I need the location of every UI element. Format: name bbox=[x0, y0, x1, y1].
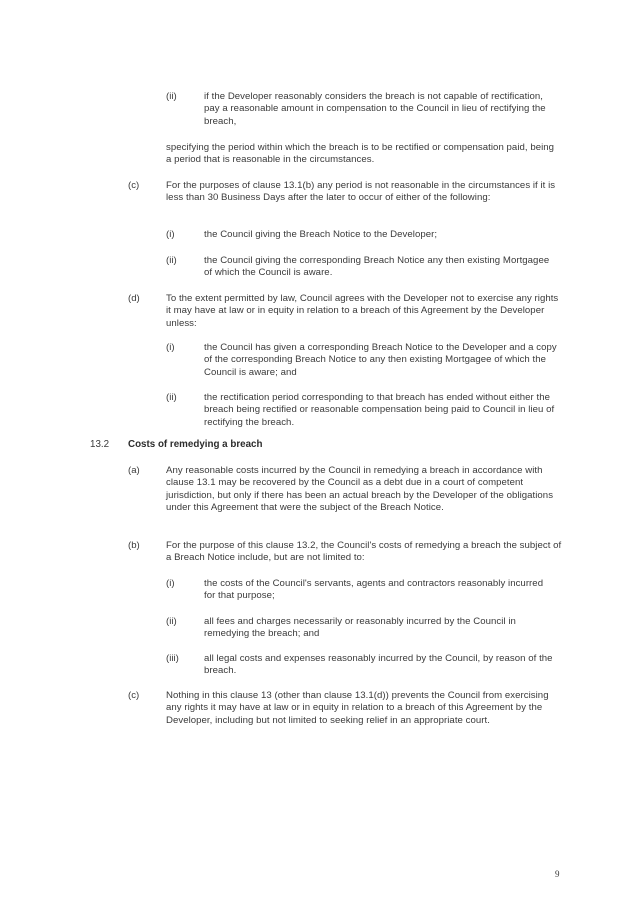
item-label: (i) bbox=[166, 342, 175, 353]
clause-text: For the purposes of clause 13.1(b) any period is not reasonable in the circumstances if it is less than 30 Business Days after the later to occur of either of the following: bbox=[166, 180, 556, 204]
clause-text: For the purpose of this clause 13.2, the Council's costs of remedying a breach the subject of a Breach Notice include, but are not limited to: bbox=[166, 540, 562, 564]
item-text: the costs of the Council's servants, agents and contractors reasonably incurred for that purpose; bbox=[204, 578, 544, 602]
section-heading: Costs of remedying a breach bbox=[128, 439, 263, 450]
item-label: (ii) bbox=[166, 616, 177, 627]
clause-text: Any reasonable costs incurred by the Council in remedying a breach in accordance with clause 13.1 may be recovered by the Council as a debt due in a court of competent jurisdiction, but only if there has been an actual breach by the Developer of the obligations under this Agreement that were the subject of the Breach Notice. bbox=[166, 465, 554, 513]
paragraph: specifying the period within which the breach is to be rectified or compensation paid, being a period that is reasonable in the circumstances. bbox=[166, 142, 555, 166]
clause-text: To the extent permitted by law, Council agrees with the Developer not to exercise any rights it may have at law or in equity in relation to a breach of this Agreement by the Developer unless: bbox=[166, 293, 559, 329]
item-label: (iii) bbox=[166, 653, 179, 664]
item-text: the Council has given a corresponding Breach Notice to the Developer and a copy of the corresponding Breach Notice to any then existing Mortgagee of which the Council is aware; and bbox=[204, 342, 557, 378]
item-label: (i) bbox=[166, 229, 175, 240]
clause-label: (c) bbox=[128, 690, 140, 701]
clause-label: (a) bbox=[128, 465, 140, 476]
item-text: all legal costs and expenses reasonably incurred by the Council, by reason of the breach. bbox=[204, 653, 553, 677]
clause-text: Nothing in this clause 13 (other than clause 13.1(d)) prevents the Council from exercising any rights it may have at law or in equity in relation to a breach of this Agreement by the Developer, including but not limited to seeking relief in an appropriate court. bbox=[166, 690, 549, 726]
clause-label: (d) bbox=[128, 293, 140, 304]
page-number: 9 bbox=[555, 869, 560, 879]
item-text: the Council giving the Breach Notice to the Developer; bbox=[204, 229, 438, 240]
item-label: (ii) bbox=[166, 91, 177, 102]
item-text: if the Developer reasonably considers the breach is not capable of rectification, pay a reasonable amount in compensation to the Council in lieu of rectifying the breach, bbox=[204, 91, 546, 127]
item-text: the rectification period corresponding to that breach has ended without either the breach being rectified or reasonable compensation being paid to Council in lieu of rectifying the breach. bbox=[204, 392, 555, 428]
item-label: (ii) bbox=[166, 255, 177, 266]
item-text: the Council giving the corresponding Breach Notice any then existing Mortgagee of which the Council is aware. bbox=[204, 255, 550, 279]
item-text: all fees and charges necessarily or reasonably incurred by the Council in remedying the breach; and bbox=[204, 616, 516, 640]
clause-label: (b) bbox=[128, 540, 140, 551]
item-label: (ii) bbox=[166, 392, 177, 403]
item-label: (i) bbox=[166, 578, 175, 589]
section-number: 13.2 bbox=[90, 439, 110, 450]
clause-label: (c) bbox=[128, 180, 140, 191]
